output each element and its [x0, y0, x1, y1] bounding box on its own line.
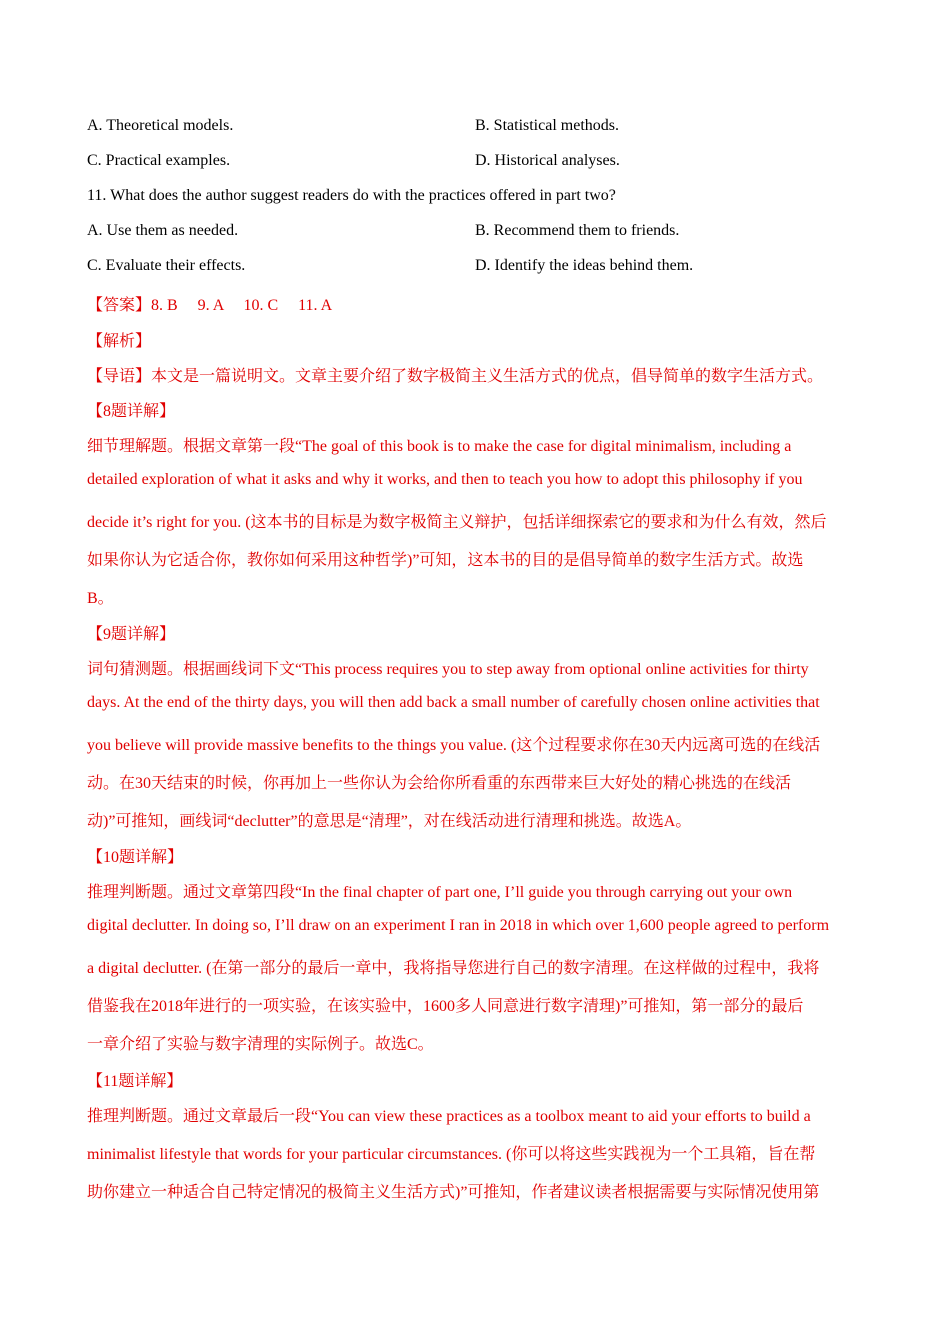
q9-heading: 【9题详解】: [87, 626, 176, 643]
option-q10-a: A. Theoretical models.: [87, 117, 234, 134]
q11-line: 推理判断题。通过文章最后一段“You can view these practices as a toolbox meant to aid your efforts to build a: [87, 1108, 811, 1125]
q9-line: you believe will provide massive benefits to the things you value. (这个过程要求你在30天内远离可选的在线活: [87, 737, 821, 754]
option-q11-b: B. Recommend them to friends.: [475, 222, 680, 239]
q9-line: 动。在30天结束的时候，你再加上一些你认为会给你所看重的东西带来巨大好处的精心挑选的在线活: [87, 775, 792, 792]
intro-guide: 【导语】本文是一篇说明文。文章主要介绍了数字极简主义生活方式的优点，倡导简单的数字生活方式。: [87, 368, 824, 385]
q10-line: a digital declutter. (在第一部分的最后一章中，我将指导您进行自己的数字清理。在这样做的过程中，我将: [87, 960, 820, 977]
q11-line: minimalist lifestyle that words for your particular circumstances. (你可以将这些实践视为一个工具箱，旨在帮: [87, 1146, 816, 1163]
q9-line: 词句猜测题。根据画线词下文“This process requires you to step away from optional online activities for thirty: [87, 661, 809, 678]
option-q10-b: B. Statistical methods.: [475, 117, 619, 134]
q10-line: 推理判断题。通过文章第四段“In the final chapter of part one, I’ll guide you through carrying out your own: [87, 884, 793, 901]
q10-line: digital declutter. In doing so, I’ll draw on an experiment I ran in 2018 in which over 1,600 people agreed to perform: [87, 917, 830, 934]
q8-heading: 【8题详解】: [87, 403, 176, 420]
option-q10-c: C. Practical examples.: [87, 152, 231, 169]
q9-line: 动)”可推知，画线词“declutter”的意思是“清理”，对在线活动进行清理和挑选。故选A。: [87, 813, 692, 830]
q11-line: 助你建立一种适合自己特定情况的极简主义生活方式)”可推知，作者建议读者根据需要与实际情况使用第: [87, 1184, 820, 1201]
q10-line: 借鉴我在2018年进行的一项实验，在该实验中，1600多人同意进行数字清理)”可推知，第一部分的最后: [87, 998, 804, 1015]
q10-line: 一章介绍了实验与数字清理的实际例子。故选C。: [87, 1036, 434, 1053]
q8-line: B。: [87, 590, 114, 607]
analysis-label: 【解析】: [87, 333, 152, 350]
option-q10-d: D. Historical analyses.: [475, 152, 620, 169]
q9-line: days. At the end of the thirty days, you will then add back a small number of carefully chosen online activities that: [87, 694, 820, 711]
q8-line: decide it’s right for you. (这本书的目标是为数字极简主义辩护，包括详细探索它的要求和为什么有效，然后: [87, 514, 827, 531]
option-q11-c: C. Evaluate their effects.: [87, 257, 246, 274]
q10-heading: 【10题详解】: [87, 849, 184, 866]
q8-line: 如果你认为它适合你，教你如何采用这种哲学)”可知，这本书的目的是倡导简单的数字生活方式。故选: [87, 552, 804, 569]
question-11-stem: 11. What does the author suggest readers do with the practices offered in part two?: [87, 187, 616, 204]
q8-line: 细节理解题。根据文章第一段“The goal of this book is to make the case for digital minimalism, including a: [87, 438, 792, 455]
option-q11-d: D. Identify the ideas behind them.: [475, 257, 694, 274]
q8-line: detailed exploration of what it asks and why it works, and then to teach you how to adopt this philosophy if you: [87, 471, 803, 488]
option-q11-a: A. Use them as needed.: [87, 222, 239, 239]
answer-key: 【答案】8. B 9. A 10. C 11. A: [87, 297, 333, 314]
q11-heading: 【11题详解】: [87, 1073, 183, 1090]
